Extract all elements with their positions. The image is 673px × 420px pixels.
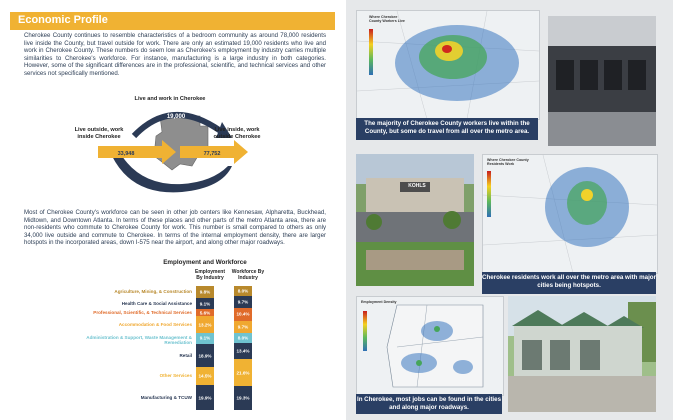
in-value: 19,000 xyxy=(166,114,186,120)
category-label: Other Services xyxy=(159,373,192,379)
workforce-value: 9.7% xyxy=(237,299,249,305)
map2-title: Where Cherokee County Residents Work xyxy=(487,158,529,166)
employment-col-head: Employment By Industry xyxy=(194,269,225,281)
map1-legend xyxy=(369,29,373,75)
workforce-value: 13.4% xyxy=(236,348,250,354)
heat2-mid xyxy=(567,181,607,225)
employment-segment xyxy=(196,298,214,309)
employment-value: 9.8% xyxy=(199,289,211,295)
map1-title: Where Cherokee County Workers Live xyxy=(369,15,405,23)
employment-value: 14.5% xyxy=(198,373,212,379)
right-value: 77,752 xyxy=(203,151,221,157)
employment-segment xyxy=(196,385,214,410)
workforce-paragraph: Most of Cherokee County's workforce can be seen in other job centers like Kennesaw, Alpharetta, Buckhead, Midtown, and Downtown Atlanta. In terms of these places and other parts of the metro Atlanta area, there are non-residents who commute to Cherokee County for work. This number is small compared to others as only 34,000 live outside and commute to Cherokee. In terms of the internal employment density, there are larger hotspots in the incorporated areas, down I-575 near the airport, and along other major roadways. xyxy=(24,209,326,247)
map1-caption: The majority of Cherokee County workers live within the County, but some do travel from all over the metro area. xyxy=(356,118,538,140)
category-label: Manufacturing & TCUW xyxy=(140,394,192,400)
photo-kohls-store xyxy=(356,154,474,286)
map3-title: Employment Density xyxy=(361,300,397,304)
map-residents-work xyxy=(482,154,658,274)
workforce-segment xyxy=(234,386,252,410)
workforce-value: 8.0% xyxy=(237,335,249,341)
map-workers-live xyxy=(356,10,540,120)
photo-green-building xyxy=(508,296,656,412)
category-label: Professional, Scientific, & Technical Services xyxy=(93,309,192,315)
employment-value: 9.1% xyxy=(199,335,211,341)
employment-segment xyxy=(196,333,214,344)
employment-segment xyxy=(196,316,214,332)
workforce-value: 10.4% xyxy=(236,311,250,317)
category-label: Agriculture, Mining, & Construction xyxy=(114,289,192,295)
category-label: Accommodation & Food Services xyxy=(118,321,192,327)
flow-top-label: Live and work in Cherokee xyxy=(134,96,206,102)
workforce-value: 9.7% xyxy=(237,324,249,330)
retaining-wall xyxy=(366,250,464,270)
map3-caption: In Cherokee, most jobs can be found in the cities and along major roadways. xyxy=(356,394,502,414)
flow-right-label: Live inside, work outside Cherokee xyxy=(213,127,261,140)
store-sign: KOHLS xyxy=(408,183,426,189)
workforce-value: 21.6% xyxy=(236,370,250,376)
workforce-segment xyxy=(234,359,252,386)
employment-value: 19.9% xyxy=(198,395,212,401)
workforce-segment xyxy=(234,333,252,343)
workforce-segment xyxy=(234,296,252,308)
workforce-segment xyxy=(234,308,252,321)
category-label: Health Care & Social Assistance xyxy=(121,300,192,306)
density-cluster-3 xyxy=(453,360,473,374)
map3-legend xyxy=(363,311,367,351)
page-title: Economic Profile xyxy=(18,14,108,26)
commute-flow-diagram xyxy=(72,96,272,202)
workforce-col-head: Workforce By Industry xyxy=(231,269,265,281)
employment-segment xyxy=(196,309,214,316)
employment-value: 18.9% xyxy=(198,353,212,359)
workforce-value: 8.0% xyxy=(237,288,249,294)
workforce-segment xyxy=(234,321,252,333)
section-title-bar xyxy=(10,12,335,30)
intro-paragraph: Cherokee County continues to resemble characteristics of a bedroom community as around 78,000 residents live inside the County, but travel outside for work. There are only an estimated 19,000 residents who live and work in Cherokee County. These numbers do seem low as Cherokee's employment by industry carries multiple similarities to Cherokee's workforce. For instance, manufacturing is a large industry in both categories. However, some of the significant differences are in the professional, scientific, and technical services and other services not specifically mentioned. xyxy=(24,32,326,77)
driveway xyxy=(508,376,656,412)
employment-column xyxy=(196,286,214,410)
workforce-column xyxy=(234,286,252,410)
map-employment-density xyxy=(356,296,504,396)
category-label: Administration & Support, Waste Management & Remediation xyxy=(86,335,192,346)
workforce-value: 19.3% xyxy=(236,395,250,401)
category-label: Retail xyxy=(179,352,192,358)
map2-caption: Cherokee residents work all over the metro area with major cities being hotspots. xyxy=(482,272,656,294)
heat-blob-core xyxy=(442,45,452,53)
workforce-segment xyxy=(234,343,252,360)
employment-segment xyxy=(196,286,214,298)
heat2-core xyxy=(581,189,593,201)
pavement xyxy=(548,112,656,146)
category-labels xyxy=(60,286,192,410)
employment-segment xyxy=(196,367,214,385)
employment-value: 9.1% xyxy=(199,301,211,307)
map2-legend xyxy=(487,171,491,217)
workforce-segment xyxy=(234,286,252,296)
left-arrow xyxy=(98,140,176,164)
flow-left-label: Live outside, work inside Cherokee xyxy=(74,127,124,140)
employment-value: 13.2% xyxy=(198,322,212,328)
left-value: 33,948 xyxy=(117,151,135,157)
employment-segment xyxy=(196,344,214,367)
employment-title: Employment and Workforce xyxy=(163,259,247,266)
employment-value: 5.6% xyxy=(199,310,211,316)
county-outline xyxy=(387,305,483,387)
photo-loading-dock xyxy=(548,16,656,146)
